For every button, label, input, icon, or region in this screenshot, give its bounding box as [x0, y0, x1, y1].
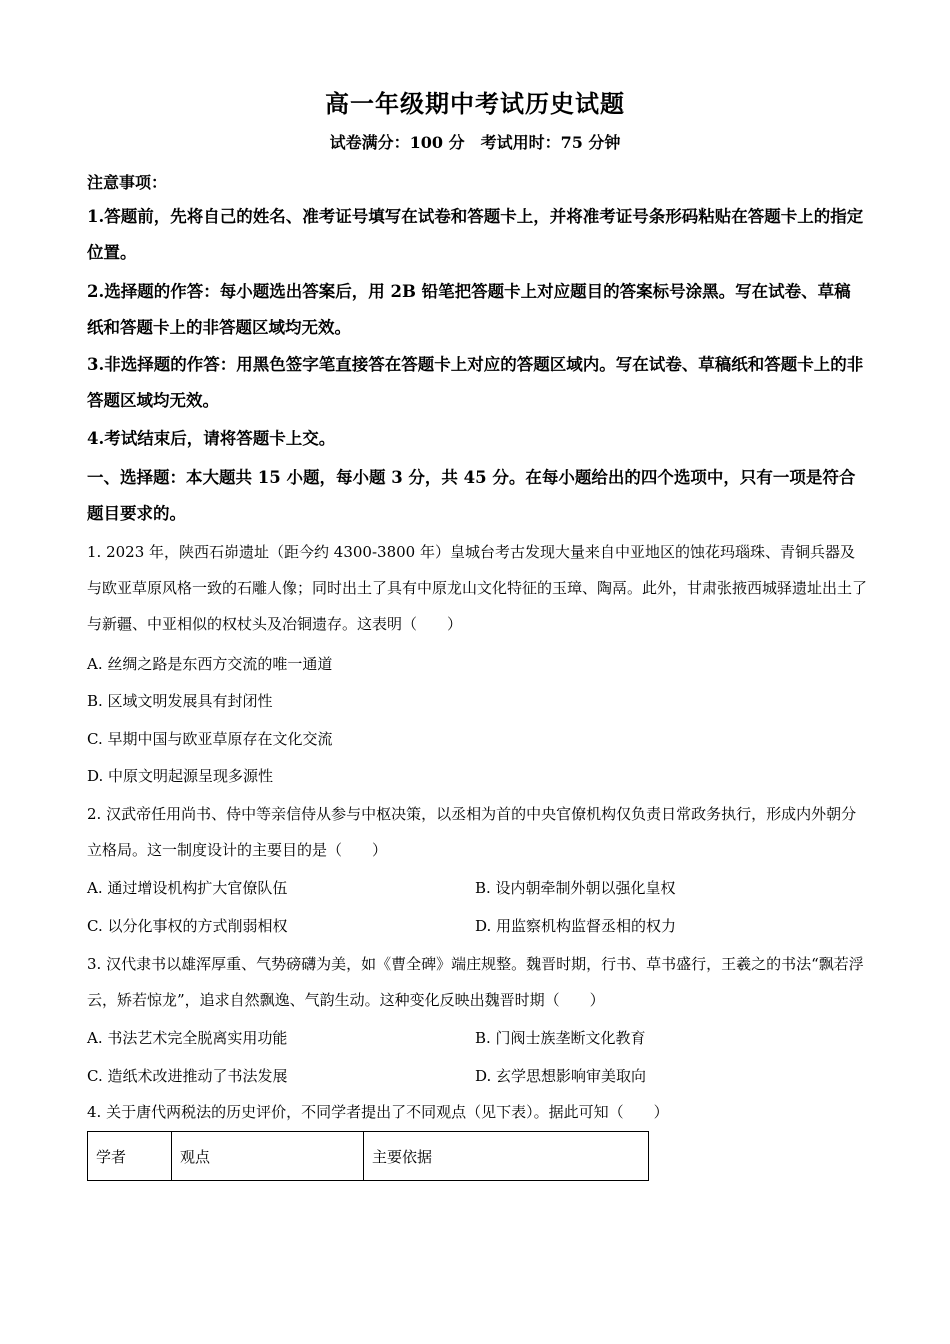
- note-item: 1.答题前，先将自己的姓名、准考证号填写在试卷和答题卡上，并将准考证号条形码粘贴在答题卡上的指定位置。: [87, 207, 864, 262]
- option-b: B. 设内朝牵制外朝以强化皇权: [475, 879, 676, 897]
- note-item: 3.非选择题的作答：用黑色签字笔直接答在答题卡上对应的答题区域内。写在试卷、草稿纸和答题卡上的非答题区域均无效。: [87, 355, 864, 410]
- table-header-cell: 观点: [172, 1132, 364, 1181]
- question-stem: 1. 2023 年，陕西石峁遗址（距今约 4300-3800 年）皇城台考古发现大量来自中亚地区的蚀花玛瑙珠、青铜兵器及与欧亚草原风格一致的石雕人像；同时出土了具有中原龙山文化特征的玉璋、陶鬲。此外，甘肃张掖西城驿遗址出土了与新疆、中亚相似的权杖头及冶铜遗存。这表明（ ）: [87, 543, 868, 633]
- option-c: C. 造纸术改进推动了书法发展: [87, 1067, 288, 1085]
- option-d: D. 用监察机构监督丞相的权力: [475, 917, 677, 935]
- viewpoint-table: [87, 1131, 649, 1181]
- section-heading: 一、选择题：本大题共 15 小题，每小题 3 分，共 45 分。在每小题给出的四个选项中，只有一项是符合题目要求的。: [87, 468, 856, 523]
- note-item: 2.选择题的作答：每小题选出答案后，用 2B 铅笔把答题卡上对应题目的答案标号涂黑。写在试卷、草稿纸和答题卡上的非答题区域均无效。: [87, 282, 851, 337]
- option-a: A. 书法艺术完全脱离实用功能: [87, 1029, 288, 1047]
- option-b: B. 区域文明发展具有封闭性: [87, 692, 273, 710]
- option-d: D. 玄学思想影响审美取向: [475, 1067, 647, 1085]
- table-row: [88, 1132, 649, 1181]
- option-d: D. 中原文明起源呈现多源性: [87, 767, 274, 785]
- notes-heading: 注意事项：: [87, 173, 168, 192]
- option-a: A. 通过增设机构扩大官僚队伍: [87, 879, 288, 897]
- option-c: C. 早期中国与欧亚草原存在文化交流: [87, 730, 333, 748]
- table-header-cell: 学者: [88, 1132, 172, 1181]
- note-item: 4.考试结束后，请将答题卡上交。: [87, 429, 336, 448]
- exam-info: 试卷满分：100 分 考试用时：75 分钟: [329, 133, 621, 152]
- option-b: B. 门阀士族垄断文化教育: [475, 1029, 646, 1047]
- question-stem: 3. 汉代隶书以雄浑厚重、气势磅礴为美，如《曹全碑》端庄规整。魏晋时期，行书、草书盛行，王羲之的书法“飘若浮云，矫若惊龙”，追求自然飘逸、气韵生动。这种变化反映出魏晋时期（ ）: [87, 955, 864, 1009]
- table-header-cell: 主要依据: [364, 1132, 649, 1181]
- option-c: C. 以分化事权的方式削弱相权: [87, 917, 288, 935]
- option-a: A. 丝绸之路是东西方交流的唯一通道: [87, 655, 333, 673]
- question-stem: 2. 汉武帝任用尚书、侍中等亲信侍从参与中枢决策，以丞相为首的中央官僚机构仅负责日常政务执行，形成内外朝分立格局。这一制度设计的主要目的是（ ）: [87, 805, 857, 859]
- page-title: 高一年级期中考试历史试题: [325, 89, 625, 118]
- question-stem: 4. 关于唐代两税法的历史评价，不同学者提出了不同观点（见下表）。据此可知（ ）: [87, 1103, 669, 1121]
